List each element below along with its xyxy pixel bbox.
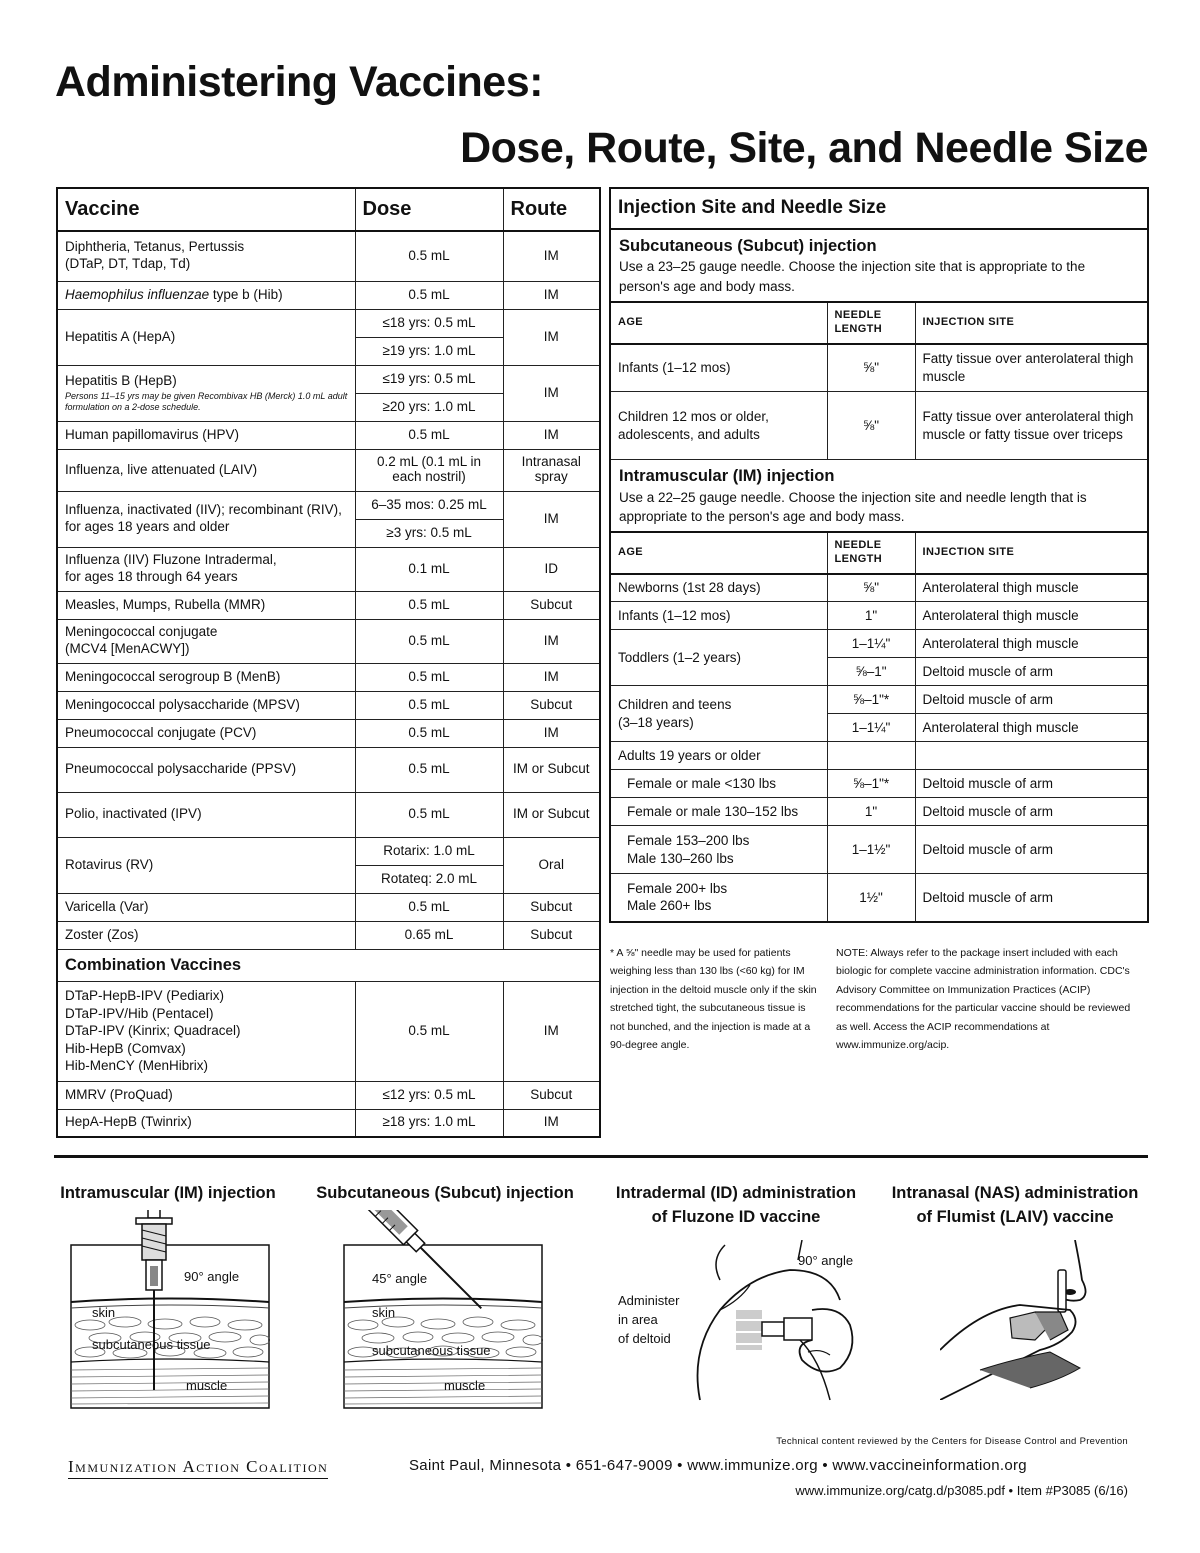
caption-id: Intradermal (ID) administration of Fluzone ID vaccine bbox=[615, 1184, 857, 1226]
table-row bbox=[610, 602, 1148, 630]
table-row bbox=[57, 837, 600, 865]
needle-cell: ⅝–1"* bbox=[827, 770, 915, 798]
vaccine-name: Influenza, live attenuated (LAIV) bbox=[57, 449, 355, 491]
subcut-description: Use a 23–25 gauge needle. Choose the injection site that is appropriate to the person's age and body mass. bbox=[619, 259, 1086, 294]
dose-cell: 0.65 mL bbox=[355, 921, 503, 949]
needle-cell: 1–1¼" bbox=[827, 714, 915, 742]
route-cell: IM bbox=[503, 231, 600, 281]
route-cell: IM bbox=[503, 309, 600, 365]
im-heading: Intramuscular (IM) injection bbox=[619, 467, 835, 486]
subcut-column-headers: AGE NEEDLE LENGTH INJECTION SITE bbox=[610, 302, 1148, 344]
im-section bbox=[610, 460, 1148, 532]
table-row bbox=[610, 344, 1148, 392]
vaccine-name: Varicella (Var) bbox=[57, 893, 355, 921]
vaccine-name: Rotavirus (RV) bbox=[57, 837, 355, 893]
route-cell: Intranasal spray bbox=[503, 449, 600, 491]
needle-cell: ⅝" bbox=[827, 344, 915, 392]
dose-cell: 0.5 mL bbox=[355, 619, 503, 663]
table-row bbox=[57, 1081, 600, 1109]
vaccine-name: Pneumococcal polysaccharide (PPSV) bbox=[57, 747, 355, 792]
route-cell: Subcut bbox=[503, 893, 600, 921]
subcut-angle-label: 45° angle bbox=[372, 1271, 428, 1286]
table-row bbox=[57, 547, 600, 591]
age-cell: Female 200+ lbs Male 260+ lbs bbox=[610, 874, 827, 922]
id-administer-label: Administer in area of deltoid bbox=[618, 1293, 680, 1346]
table-row bbox=[610, 742, 1148, 770]
im-muscle-label: muscle bbox=[186, 1378, 228, 1393]
dose-cell: 0.2 mL (0.1 mL in each nostril) bbox=[355, 449, 503, 491]
footnote-needle: * A ⅝" needle may be used for patients weighing less than 130 lbs (<60 kg) for IM injection in the deltoid muscle only if the skin stretched tight, the subcutaneous tissue is not bunched, and the injection is made at a 90-degree angle. bbox=[610, 947, 817, 1051]
table-row bbox=[57, 309, 600, 337]
site-cell: Deltoid muscle of arm bbox=[915, 770, 1148, 798]
age-cell: Female or male 130–152 lbs bbox=[610, 798, 827, 826]
vaccine-note: Persons 11–15 yrs may be given Recombivax HB (Merck) 1.0 mL adult formulation on a 2-dose schedule. bbox=[65, 391, 348, 412]
dose-cell: ≥18 yrs: 1.0 mL bbox=[355, 1109, 503, 1137]
table-row bbox=[57, 691, 600, 719]
vaccine-name: Influenza (IIV) Fluzone Intradermal, for ages 18 through 64 years bbox=[57, 547, 355, 591]
route-cell: Subcut bbox=[503, 691, 600, 719]
table-row bbox=[57, 231, 600, 281]
vaccine-table-header bbox=[57, 188, 600, 231]
vaccine-name: DTaP-HepB-IPV (Pediarix) DTaP-IPV/Hib (Pentacel) DTaP-IPV (Kinrix; Quadracel) Hib-HepB (Comvax) Hib-MenCY (MenHibrix) bbox=[57, 981, 355, 1081]
vaccine-name: Haemophilus influenzae type b (Hib) bbox=[57, 281, 355, 309]
dose-cell: 0.5 mL bbox=[355, 421, 503, 449]
route-cell: IM or Subcut bbox=[503, 747, 600, 792]
table-row bbox=[57, 1109, 600, 1137]
col-route: Route bbox=[503, 188, 600, 231]
dose-cell: 0.5 mL bbox=[355, 719, 503, 747]
dose-cell: 0.5 mL bbox=[355, 663, 503, 691]
combination-section-header: Combination Vaccines bbox=[57, 949, 600, 981]
site-cell: Anterolateral thigh muscle bbox=[915, 630, 1148, 658]
vaccine-table bbox=[56, 187, 601, 1138]
dose-cell: ≤19 yrs: 0.5 mL bbox=[355, 365, 503, 393]
dose-cell: 0.1 mL bbox=[355, 547, 503, 591]
table-row bbox=[57, 981, 600, 1081]
route-cell: Subcut bbox=[503, 921, 600, 949]
site-cell: Deltoid muscle of arm bbox=[915, 686, 1148, 714]
age-cell: Infants (1–12 mos) bbox=[610, 602, 827, 630]
col-dose: Dose bbox=[355, 188, 503, 231]
table-row bbox=[57, 591, 600, 619]
table-row bbox=[57, 893, 600, 921]
dose-cell: ≥20 yrs: 1.0 mL bbox=[355, 393, 503, 421]
table-row bbox=[610, 630, 1148, 658]
dose-cell: ≤18 yrs: 0.5 mL bbox=[355, 309, 503, 337]
dose-cell: ≥19 yrs: 1.0 mL bbox=[355, 337, 503, 365]
needle-cell: 1" bbox=[827, 798, 915, 826]
site-cell: Deltoid muscle of arm bbox=[915, 826, 1148, 874]
page-title-line2: Dose, Route, Site, and Needle Size bbox=[460, 124, 1148, 172]
dose-cell: 0.5 mL bbox=[355, 281, 503, 309]
subcut-skin-label: skin bbox=[372, 1305, 396, 1320]
dose-cell: 0.5 mL bbox=[355, 893, 503, 921]
table-row bbox=[57, 792, 600, 837]
age-cell: Female 153–200 lbs Male 130–260 lbs bbox=[610, 826, 827, 874]
site-cell: Anterolateral thigh muscle bbox=[915, 714, 1148, 742]
table-row bbox=[57, 281, 600, 309]
table-row bbox=[610, 874, 1148, 922]
dose-cell: 0.5 mL bbox=[355, 591, 503, 619]
age-cell: Newborns (1st 28 days) bbox=[610, 574, 827, 602]
needle-cell: ⅝" bbox=[827, 574, 915, 602]
vaccine-name: Human papillomavirus (HPV) bbox=[57, 421, 355, 449]
site-cell: Anterolateral thigh muscle bbox=[915, 574, 1148, 602]
needle-cell: 1–1¼" bbox=[827, 630, 915, 658]
technical-review-note: Technical content reviewed by the Centers for Disease Control and Prevention bbox=[776, 1436, 1128, 1447]
needle-cell: 1½" bbox=[827, 874, 915, 922]
vaccine-name: Meningococcal polysaccharide (MPSV) bbox=[57, 691, 355, 719]
subcut-section bbox=[610, 229, 1148, 302]
age-cell: Infants (1–12 mos) bbox=[610, 344, 827, 392]
subcut-heading: Subcutaneous (Subcut) injection bbox=[619, 237, 877, 255]
vaccine-name: Hepatitis A (HepA) bbox=[57, 309, 355, 365]
id-angle-label: 90° angle bbox=[798, 1253, 854, 1268]
site-cell: Deltoid muscle of arm bbox=[915, 798, 1148, 826]
site-cell: Deltoid muscle of arm bbox=[915, 658, 1148, 686]
im-angle-label: 90° angle bbox=[184, 1269, 240, 1284]
route-cell: Subcut bbox=[503, 1081, 600, 1109]
injection-site-table bbox=[609, 187, 1149, 923]
table-row bbox=[57, 747, 600, 792]
footnote-note: NOTE: Always refer to the package insert included with each biologic for complete vaccine administration information. CDC's Advisory Committee on Immunization Practices (ACIP) recommendations for the particular vaccine should be reviewed as well. Access the ACIP recommendations at www.immunize.org/acip. bbox=[836, 947, 1131, 1051]
vaccine-name: Meningococcal serogroup B (MenB) bbox=[57, 663, 355, 691]
vaccine-name: Zoster (Zos) bbox=[57, 921, 355, 949]
route-cell: IM bbox=[503, 365, 600, 421]
table-row bbox=[610, 392, 1148, 460]
route-cell: IM bbox=[503, 281, 600, 309]
dose-cell: Rotarix: 1.0 mL bbox=[355, 837, 503, 865]
needle-cell: ⅝" bbox=[827, 392, 915, 460]
caption-nas: Intranasal (NAS) administration of Flumist (LAIV) vaccine bbox=[891, 1184, 1139, 1226]
subcut-muscle-label: muscle bbox=[444, 1378, 486, 1393]
table-row bbox=[57, 619, 600, 663]
site-cell: Deltoid muscle of arm bbox=[915, 874, 1148, 922]
route-cell: ID bbox=[503, 547, 600, 591]
vaccine-name: Measles, Mumps, Rubella (MMR) bbox=[57, 591, 355, 619]
age-cell: Children 12 mos or older, adolescents, and adults bbox=[610, 392, 827, 460]
organization-contact: Saint Paul, Minnesota • 651-647-9009 • www.immunize.org • www.vaccineinformation.org bbox=[409, 1457, 1027, 1474]
organization-name: Immunization Action Coalition bbox=[68, 1457, 328, 1479]
route-cell: IM bbox=[503, 663, 600, 691]
site-cell: Fatty tissue over anterolateral thigh muscle or fatty tissue over triceps bbox=[915, 392, 1148, 460]
vaccine-name: Pneumococcal conjugate (PCV) bbox=[57, 719, 355, 747]
route-cell: Subcut bbox=[503, 591, 600, 619]
table-row bbox=[57, 491, 600, 519]
route-cell: IM bbox=[503, 619, 600, 663]
needle-cell: 1–1½" bbox=[827, 826, 915, 874]
vaccine-name: Diphtheria, Tetanus, Pertussis (DTaP, DT, Tdap, Td) bbox=[57, 231, 355, 281]
needle-cell: 1" bbox=[827, 602, 915, 630]
document-url: www.immunize.org/catg.d/p3085.pdf • Item #P3085 (6/16) bbox=[795, 1483, 1128, 1498]
age-cell: Female or male <130 lbs bbox=[610, 770, 827, 798]
dose-cell: ≤12 yrs: 0.5 mL bbox=[355, 1081, 503, 1109]
age-cell: Toddlers (1–2 years) bbox=[610, 630, 827, 686]
route-cell: IM bbox=[503, 491, 600, 547]
route-cell: IM or Subcut bbox=[503, 792, 600, 837]
caption-im: Intramuscular (IM) injection bbox=[60, 1184, 276, 1202]
vaccine-name: Polio, inactivated (IPV) bbox=[57, 792, 355, 837]
vaccine-name: Hepatitis B (HepB) Persons 11–15 yrs may be given Recombivax HB (Merck) 1.0 mL adult formulation on a 2-dose schedule. bbox=[57, 365, 355, 421]
table-row bbox=[610, 686, 1148, 714]
needle-cell: ⅝–1" bbox=[827, 658, 915, 686]
age-cell: Adults 19 years or older bbox=[610, 742, 827, 770]
table-row bbox=[610, 770, 1148, 798]
table-row bbox=[610, 574, 1148, 602]
vaccine-name: MMRV (ProQuad) bbox=[57, 1081, 355, 1109]
site-cell: Anterolateral thigh muscle bbox=[915, 602, 1148, 630]
section-divider bbox=[54, 1155, 1148, 1158]
im-skin-label: skin bbox=[92, 1305, 116, 1320]
dose-cell: 0.5 mL bbox=[355, 747, 503, 792]
route-cell: Oral bbox=[503, 837, 600, 893]
vaccine-name: HepA-HepB (Twinrix) bbox=[57, 1109, 355, 1137]
dose-cell: 0.5 mL bbox=[355, 231, 503, 281]
page-title-line1: Administering Vaccines: bbox=[55, 58, 543, 106]
dose-cell: 0.5 mL bbox=[355, 792, 503, 837]
dose-cell: 0.5 mL bbox=[355, 691, 503, 719]
vaccine-name: Influenza, inactivated (IIV); recombinant (RIV), for ages 18 years and older bbox=[57, 491, 355, 547]
table-row bbox=[610, 798, 1148, 826]
caption-subcut: Subcutaneous (Subcut) injection bbox=[316, 1184, 574, 1202]
age-cell: Children and teens (3–18 years) bbox=[610, 686, 827, 742]
dose-cell: Rotateq: 2.0 mL bbox=[355, 865, 503, 893]
table-row bbox=[610, 826, 1148, 874]
needle-cell: ⅝–1"* bbox=[827, 686, 915, 714]
im-column-headers: AGE NEEDLE LENGTH INJECTION SITE bbox=[610, 532, 1148, 574]
dose-cell: ≥3 yrs: 0.5 mL bbox=[355, 519, 503, 547]
intranasal-illustration bbox=[940, 1240, 1110, 1400]
table-row bbox=[57, 921, 600, 949]
subcut-subq-label: subcutaneous tissue bbox=[372, 1343, 491, 1358]
dose-cell: 0.5 mL bbox=[355, 981, 503, 1081]
im-subq-label: subcutaneous tissue bbox=[92, 1337, 211, 1352]
table-row bbox=[57, 421, 600, 449]
table-row bbox=[57, 719, 600, 747]
table-row bbox=[57, 365, 600, 393]
col-vaccine: Vaccine bbox=[57, 188, 355, 231]
route-cell: IM bbox=[503, 719, 600, 747]
route-cell: IM bbox=[503, 421, 600, 449]
route-cell: IM bbox=[503, 1109, 600, 1137]
dose-cell: 6–35 mos: 0.25 mL bbox=[355, 491, 503, 519]
route-cell: IM bbox=[503, 981, 600, 1081]
table-row bbox=[57, 663, 600, 691]
vaccine-name: Meningococcal conjugate (MCV4 [MenACWY]) bbox=[57, 619, 355, 663]
table-row bbox=[57, 449, 600, 491]
site-cell: Fatty tissue over anterolateral thigh muscle bbox=[915, 344, 1148, 392]
im-description: Use a 22–25 gauge needle. Choose the injection site and needle length that is appropriate to the person's age and body mass. bbox=[619, 489, 1087, 525]
injection-site-header: Injection Site and Needle Size bbox=[610, 188, 1148, 229]
